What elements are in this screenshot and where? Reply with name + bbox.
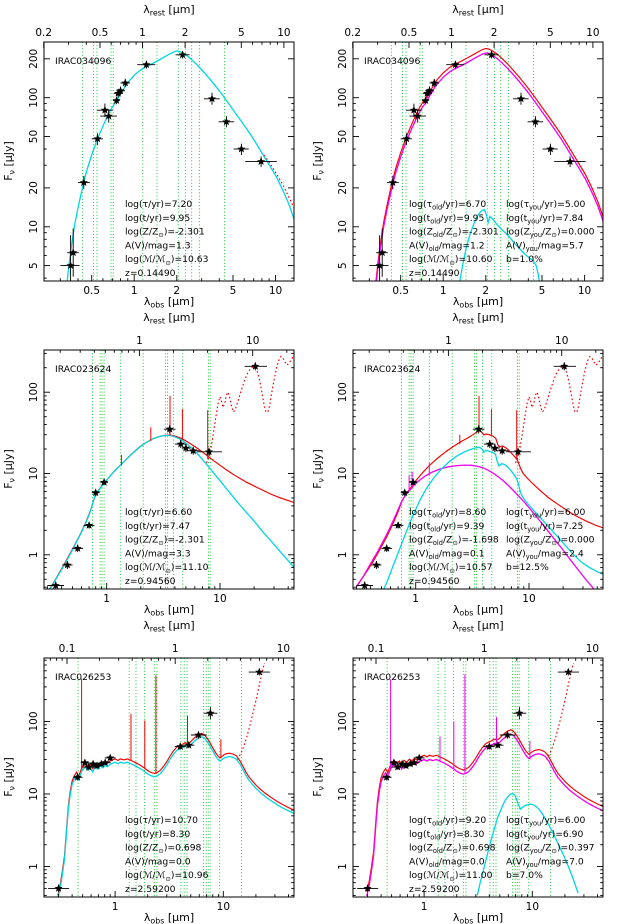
sed-curve-cyan: [60, 51, 294, 308]
x-top-tick-label: 2: [181, 27, 189, 39]
fit-parameter-line: log(ℳ/ℳ$_⊙$)=10.96: [125, 870, 209, 883]
fit-parameter-line: $A(V)_{you}/mag=5.7$: [506, 240, 584, 253]
panel-title: IRAC034096: [364, 56, 421, 67]
fit-parameter-line: $\log(t_{you}/yr)=7.25$: [506, 520, 584, 534]
x-top-tick-label: 1: [136, 335, 143, 347]
fit-parameter-line: $\log(\tau_{old}/yr)=9.20$: [409, 815, 487, 828]
x-tick-label: 5: [229, 285, 237, 297]
x-top-tick-label: 5: [237, 27, 245, 39]
x-tick-label: 10: [525, 901, 540, 913]
panel-irac034096-single-fit: [0, 0, 309, 308]
y-tick-label: 20: [28, 181, 40, 195]
sed-plot: [0, 0, 309, 308]
sed-curves: [369, 49, 603, 309]
y-tick-label: 50: [28, 129, 40, 144]
fit-parameter-line: $A(V)_{you}/mag=2.4$: [506, 548, 584, 561]
x-top-tick-label: 0.2: [35, 27, 53, 39]
fit-parameter-line: $\log(\tau_{old}/yr)=8.60$: [409, 507, 487, 520]
y-tick-label: 100: [337, 382, 349, 403]
fit-parameter-line: A(V)/mag=1.3: [125, 240, 191, 252]
y-tick-label: 10: [28, 787, 40, 801]
fit-parameter-line: log(t/yr)=7.47: [125, 520, 191, 532]
y-axis-title: $F_\nu$ [μJy]: [2, 449, 17, 489]
fit-parameter-line: $A(V)_{old}/mag=1.2$: [409, 240, 485, 253]
fit-parameter-line: $\log(Z_{old}/Z_⊙)=-1.698$: [409, 534, 499, 548]
y-tick-label: 50: [337, 129, 349, 144]
y-tick-label: 1: [28, 863, 40, 870]
x-top-tick-label: 0.1: [367, 643, 385, 655]
fit-parameter-line: $\log(\tau_{old}/yr)=6.70$: [409, 199, 487, 212]
x-top-tick-label: 10: [585, 643, 600, 655]
fit-parameter-line: $\log(t_{you}/yr)=6.90$: [506, 828, 584, 842]
y-tick-label: 5: [337, 262, 349, 269]
y-tick-label: 100: [28, 87, 40, 108]
fit-parameter-line: $\log(Z/Z_⊙)=-2.301$: [125, 534, 205, 548]
fit-parameter-line: log(ℳ/ℳ$_⊙$)=10.60: [409, 254, 493, 267]
x-top-axis-title: $\lambda_{rest}$ [μm]: [452, 311, 504, 326]
fit-parameter-line: $\log(Z/Z_⊙)=-2.301$: [125, 226, 205, 240]
sed-curve-magenta: [356, 465, 603, 600]
x-axis-title: $\lambda_{obs}$ [μm]: [452, 911, 504, 924]
x-top-tick-label: 10: [586, 27, 600, 39]
fit-parameter-line: $\log(\tau_{you}/yr)=6.00$: [506, 507, 586, 520]
fit-parameter-line: A(V)/mag=0.0: [125, 856, 191, 868]
x-axis-title: $\lambda_{obs}$ [μm]: [452, 295, 504, 308]
fit-parameter-line: $\log(\tau_{you}/yr)=6.00$: [506, 815, 586, 828]
y-axis-title: $F_\nu$ [μJy]: [2, 757, 17, 797]
x-tick-label: 1: [103, 593, 110, 605]
fit-parameter-line: $A(V)_{old}/mag=0.0$: [409, 856, 485, 869]
x-tick-label: 2: [173, 285, 181, 297]
x-tick-label: 1: [420, 901, 428, 913]
x-tick-label: 1: [439, 285, 447, 297]
fit-parameter-line: $\log(t_{old}/yr)=9.95$: [409, 212, 485, 226]
y-tick-label: 1: [28, 551, 40, 559]
panel-title: IRAC023624: [55, 364, 112, 375]
y-tick-label: 100: [28, 711, 40, 732]
fit-parameter-line: $\log(Z/Z_⊙)=0.698$: [125, 842, 202, 856]
x-top-tick-label: 0.2: [344, 27, 362, 39]
fit-parameter-line: $\log(Z_{you}/Z_⊙)=0.000$: [506, 226, 595, 240]
fit-parameter-line: log(ℳ/ℳ$_⊙$)=11.10: [125, 562, 209, 575]
panel-title: IRAC023624: [364, 364, 421, 375]
x-top-tick-label: 10: [555, 335, 569, 347]
x-top-tick-label: 5: [546, 27, 554, 39]
fit-parameter-line: log(t/yr)=8.30: [125, 828, 191, 840]
sed-plot: [0, 616, 309, 924]
x-tick-label: 5: [538, 285, 546, 297]
panel-irac023624-two-component-fit: [309, 308, 618, 616]
fit-parameter-line: log(ℳ/ℳ$_⊙$)=10.57: [409, 562, 493, 575]
fit-parameter-line: log(τ/yr)=7.20: [125, 199, 193, 210]
fit-parameter-line: $\log(Z_{you}/Z_⊙)=0.397$: [506, 842, 595, 856]
fit-parameter-line: z=0.94560: [125, 576, 176, 587]
x-tick-label: 10: [522, 593, 536, 605]
fit-parameter-line: z=0.14490: [125, 268, 176, 279]
sed-curve-red: [367, 730, 603, 892]
x-top-tick-label: 1: [445, 335, 452, 347]
y-tick-label: 200: [28, 48, 40, 69]
x-tick-label: 0.5: [83, 285, 101, 297]
fit-parameter-line: z=2.59200: [409, 884, 460, 895]
fit-parameter-line: A(V)/mag=3.3: [125, 548, 191, 560]
fit-parameter-line: log(ℳ/ℳ$_⊙$)=10.63: [125, 254, 209, 267]
fit-parameter-line: $\log(\tau_{you}/yr)=5.00$: [506, 199, 586, 212]
fit-parameter-line: log(ℳ/ℳ$_⊙$)=11.00: [409, 870, 493, 883]
fit-parameter-line: b=12.5%: [506, 562, 549, 574]
fit-parameter-line: log(τ/yr)=10.70: [125, 815, 199, 826]
y-tick-label: 1: [337, 863, 349, 870]
sed-curve-red: [369, 49, 603, 309]
sed-curves: [60, 51, 294, 308]
y-tick-label: 10: [337, 787, 349, 801]
x-tick-label: 1: [130, 285, 138, 297]
fit-parameter-line: $\log(t_{you}/yr)=7.84$: [506, 212, 584, 226]
panel-irac023624-single-fit: [0, 308, 309, 616]
fit-parameter-line: z=0.14490: [409, 268, 460, 279]
panel-irac026253-single-fit: [0, 616, 309, 924]
fit-parameter-line: b=1.0%: [506, 254, 543, 266]
fit-parameter-line: $A(V)_{old}/mag=0.1$: [409, 548, 485, 561]
fit-parameter-line: z=0.94560: [409, 576, 460, 587]
fit-parameter-line: log(τ/yr)=6.60: [125, 507, 193, 518]
fit-parameter-line: $\log(Z_{you}/Z_⊙)=0.000$: [506, 534, 595, 548]
x-top-tick-label: 2: [490, 27, 498, 39]
x-top-tick-label: 1: [139, 27, 146, 39]
y-tick-label: 200: [337, 48, 349, 69]
panel-title: IRAC026253: [55, 672, 112, 683]
y-tick-label: 10: [337, 466, 349, 481]
x-axis-title: $\lambda_{obs}$ [μm]: [452, 603, 504, 616]
x-tick-label: 2: [482, 285, 490, 297]
fit-parameter-line: $\log(Z_{old}/Z_⊙)=-2.301$: [409, 226, 499, 240]
y-axis-title: $F_\nu$ [μJy]: [311, 757, 326, 797]
panel-title: IRAC026253: [364, 672, 421, 683]
fit-parameter-line: b=7.0%: [506, 870, 543, 882]
x-top-tick-label: 1: [448, 27, 455, 39]
y-tick-label: 10: [28, 466, 40, 481]
y-axis-title: $F_\nu$ [μJy]: [2, 141, 17, 181]
x-axis-title: $\lambda_{obs}$ [μm]: [143, 603, 195, 616]
fit-parameter-line: $\log(t_{old}/yr)=8.30$: [409, 828, 485, 842]
x-top-axis-title: $\lambda_{rest}$ [μm]: [143, 311, 195, 326]
y-tick-label: 1: [337, 551, 349, 559]
x-top-tick-label: 0.5: [400, 27, 418, 39]
fit-parameter-line: z=2.59200: [125, 884, 176, 895]
sed-curve-magenta: [369, 53, 603, 308]
x-top-axis-title: $\lambda_{rest}$ [μm]: [143, 3, 195, 18]
x-tick-label: 1: [412, 593, 419, 605]
x-top-axis-title: $\lambda_{rest}$ [μm]: [452, 3, 504, 18]
panel-irac026253-two-component-fit: [309, 616, 618, 924]
sed-plot: [0, 308, 309, 616]
x-top-tick-label: 10: [277, 27, 291, 39]
panel-title: IRAC034096: [55, 56, 112, 67]
fit-parameter-line: log(t/yr)=9.95: [125, 212, 191, 224]
fit-parameter-line: $\log(Z_{old}/Z_⊙)=0.698$: [409, 842, 496, 856]
x-top-tick-label: 10: [276, 643, 291, 655]
x-top-axis-title: $\lambda_{rest}$ [μm]: [452, 619, 504, 634]
sed-plot: [309, 0, 618, 308]
x-tick-label: 10: [577, 285, 592, 297]
y-tick-label: 5: [28, 262, 40, 269]
y-tick-label: 10: [337, 220, 349, 234]
sed-curve-red-dotted: [207, 356, 295, 463]
sed-curve-red-dotted: [516, 356, 604, 463]
y-tick-label: 100: [28, 382, 40, 403]
x-tick-label: 10: [216, 901, 231, 913]
x-top-tick-label: 1: [171, 643, 179, 655]
sed-plot: [309, 616, 618, 924]
panel-irac034096-two-component-fit: [309, 0, 618, 308]
x-axis-title: $\lambda_{obs}$ [μm]: [143, 295, 195, 308]
y-tick-label: 20: [337, 181, 349, 195]
x-top-tick-label: 0.1: [58, 643, 76, 655]
y-tick-label: 10: [28, 220, 40, 234]
x-tick-label: 0.5: [392, 285, 410, 297]
x-axis-title: $\lambda_{obs}$ [μm]: [143, 911, 195, 924]
y-axis-title: $F_\nu$ [μJy]: [311, 449, 326, 489]
x-tick-label: 10: [268, 285, 283, 297]
x-top-axis-title: $\lambda_{rest}$ [μm]: [143, 619, 195, 634]
fit-parameter-line: $\log(t_{old}/yr)=9.39$: [409, 520, 485, 534]
x-top-tick-label: 1: [480, 643, 488, 655]
sed-plot: [309, 308, 618, 616]
x-tick-label: 10: [213, 593, 227, 605]
x-top-tick-label: 0.5: [91, 27, 109, 39]
y-tick-label: 100: [337, 87, 349, 108]
y-axis-title: $F_\nu$ [μJy]: [311, 141, 326, 181]
x-top-tick-label: 10: [246, 335, 260, 347]
y-tick-label: 100: [337, 711, 349, 732]
x-tick-label: 1: [111, 901, 119, 913]
fit-parameter-line: $A(V)_{you}/mag=7.0$: [506, 856, 584, 869]
